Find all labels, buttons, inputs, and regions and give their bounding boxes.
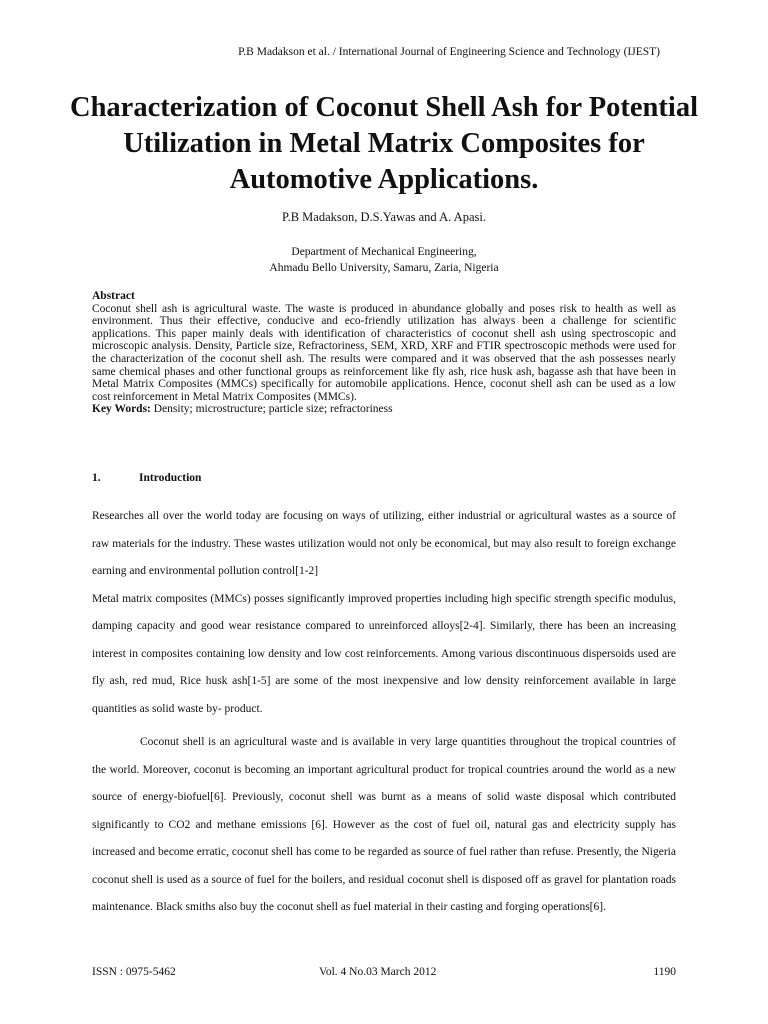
keywords-label: Key Words: — [92, 403, 151, 416]
footer-volume: Vol. 4 No.03 March 2012 — [319, 966, 437, 978]
introduction-body — [92, 503, 676, 922]
affiliation-university: Ahmadu Bello University, Samaru, Zaria, Nigeria — [269, 262, 499, 274]
section-heading-introduction — [92, 472, 201, 484]
section-number: 1. — [92, 472, 101, 484]
abstract-text: Coconut shell ash is agricultural waste. The waste is produced in abundance globally and poses risk to health as well as environment. Thus their effective, conducive and eco-friendly utilization has always been a challenge for scientific applications. This paper mainly deals with identification of characteristics of coconut shell ash using spectroscopic and microscopic analysis. Density, Particle size, Refractoriness, SEM, XRD, XRF and FTIR spectroscopic methods were used for the characterization of the coconut shell ash. The results were compared and it was observed that the ash possesses nearly same chemical phases and other functional groups as reinforcement like fly ash, rice husk ash, bagasse ash that have been in Metal Matrix Composites (MMCs) specifically for automobile applications. Hence, coconut shell ash can be used as a low cost reinforcement in Metal Matrix Composites (MMCs). — [92, 302, 676, 403]
running-header: P.B Madakson et al. / International Journal of Engineering Science and Technology (IJEST) — [238, 46, 660, 58]
abstract-heading: Abstract — [92, 290, 135, 302]
affiliation — [0, 244, 768, 276]
paragraph-3: Coconut shell is an agricultural waste and is available in very large quantities throughout the tropical countries of the world. Moreover, coconut is becoming an important agricultural product for tropical countries around the world as a new source of energy-biofuel[6]. Previously, coconut shell was burnt as a means of solid waste disposal which contributed significantly to CO2 and methane emissions [6]. However as the cost of fuel oil, natural gas and electricity supply has increased and become erratic, coconut shell has come to be regarded as source of fuel rather than refuse. Presently, the Nigeria coconut shell is used as a source of fuel for the boilers, and residual coconut shell is disposed off as gravel for plantation roads maintenance. Black smiths also buy the coconut shell as fuel material in their casting and forging operations[6]. — [92, 736, 676, 913]
author-list: P.B Madakson, D.S.Yawas and A. Apasi. — [282, 210, 486, 224]
footer-issn: ISSN : 0975-5462 — [92, 966, 176, 978]
paragraph-1: Researches all over the world today are focusing on ways of utilizing, either industrial or agricultural wastes as a source of raw materials for the industry. These wastes utilization would not only be economical, but may also result to foreign exchange earning and environmental pollution control[1-2] — [92, 510, 676, 577]
keywords — [92, 403, 676, 416]
section-title: Introduction — [139, 472, 202, 484]
abstract — [92, 290, 676, 416]
footer-page-number: 1190 — [653, 966, 676, 978]
affiliation-department: Department of Mechanical Engineering, — [291, 246, 477, 258]
paper-title: Characterization of Coconut Shell Ash for Potential Utilization in Metal Matrix Composites for Automotive Applications. — [69, 92, 698, 195]
keywords-list: Density; microstructure; particle size; refractoriness — [150, 403, 393, 416]
paragraph-2: Metal matrix composites (MMCs) posses significantly improved properties including high specific strength specific modulus, damping capacity and good wear resistance compared to unreinforced alloys[2-4]. Similarly, there has been an increasing interest in composites containing low density and low cost reinforcements. Among various discontinuous dispersoids used are fly ash, red mud, Rice husk ash[1-5] are some of the most inexpensive and low density reinforcement available in large quantities as solid waste by- product. — [92, 592, 676, 715]
